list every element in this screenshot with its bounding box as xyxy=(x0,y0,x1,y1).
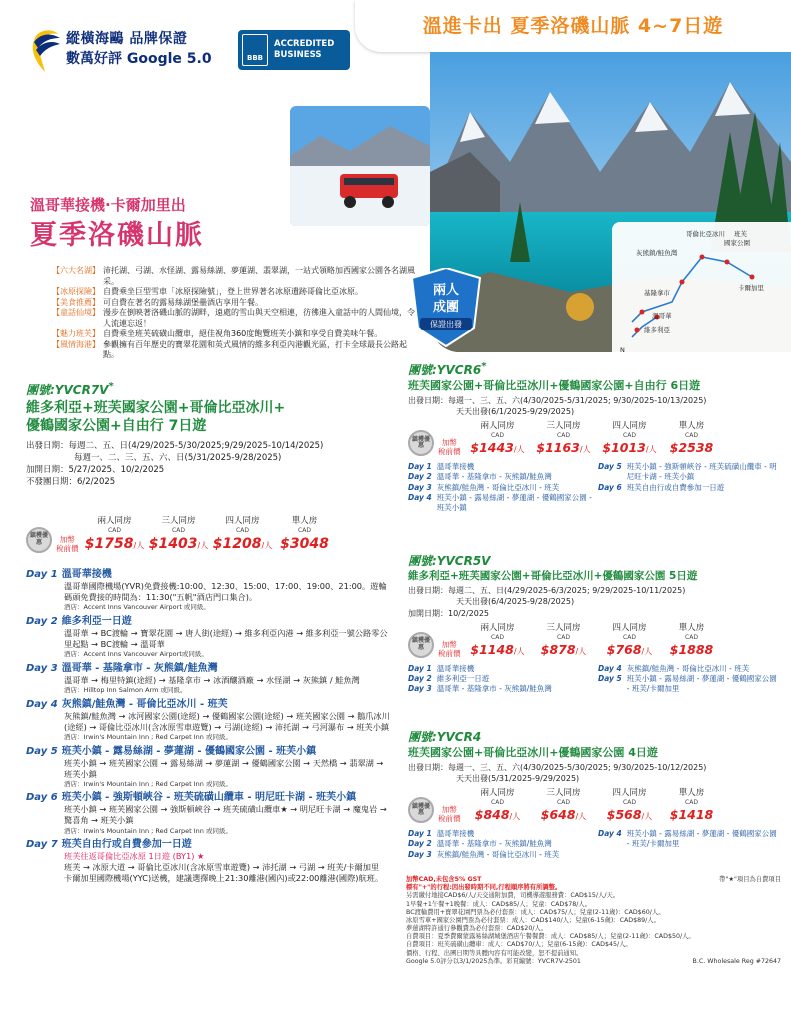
header-banner xyxy=(355,0,791,52)
map-label-revelstoke: 灰熊鎮/鮭魚灣 xyxy=(636,249,678,257)
feature-text: 自費乘坐班芙硫磺山纜車，絕佳視角360度飽覽班芙小鎮和享受自費美味午餐。 xyxy=(103,329,383,339)
map-label-banff: 班芙 xyxy=(734,230,747,238)
tour-title: 維多利亞+班芙國家公園+哥倫比亞冰川+優鶴國家公園 5日遊 xyxy=(408,569,698,582)
day-item: Day 2 維多利亞一日遊 溫哥華 → BC渡輪 → 寶翠花園 → 唐人街(途經) → 維多利亞內港 → 維多利亞一號公路零公里起點 → BC渡輪 → 溫哥華 酒店：Accent Inns Vancouver Airport或同級。 xyxy=(26,615,388,659)
bbb-accredited-badge xyxy=(238,30,350,70)
tour-title: 班芙國家公園+哥倫比亞冰川+優鶴國家公園 4日遊 xyxy=(408,745,658,759)
feature-text: 可自費在著名的露易絲湖堡壘酒店享用午餐。 xyxy=(103,297,263,307)
map-compass-label: N xyxy=(620,346,625,354)
map-label-kelowna: 基隆拿市 xyxy=(644,289,670,297)
brochure-code: Google 5.0評分以3/1/2025為準。彩頁編號：YVCR7V-2501 xyxy=(406,957,581,965)
tour-title-2: 優鶴國家公園+自由行 7日遊 xyxy=(26,417,207,434)
feature-text: 參觀擁有百年歷史的寶翠花園和英式風情的維多利亞內港觀光區，打卡全球最長公路起點。 xyxy=(103,339,407,360)
map-label-victoria: 維多利亞 xyxy=(644,326,670,334)
tour-6day xyxy=(408,360,784,513)
departure-dates: 出發日期：每週二、五、日(4/29/2025-5/30/2025;9/29/2025-10/14/2025) 每週一、二、三、五、六、日(5/31/2025-9/28/2025) 加開日期：5/27/2025、10/2/2025 不發團日期：6/2/2025 xyxy=(26,441,396,489)
note-currency: 加幣CAD,未包含5% GST xyxy=(406,876,482,883)
feature-tag: 【冰原探險】 xyxy=(52,287,100,297)
itinerary-4day xyxy=(408,829,784,859)
badge-line2: 成團 xyxy=(432,300,460,315)
bbb-line1: ACCREDITED xyxy=(274,38,335,49)
added-dates: 加開日期：5/27/2025、10/2/2025 xyxy=(26,464,165,475)
fine-print-notes: 加幣CAD,未包含5% GST 帶"★"項目為自費項目 標有"+"的行程:因出發時期不同,行程順序將有所調整。 另需繳付地接CAD$6/人/天交通附加費，司機導遊服務費：CAD$15/人/天。 1早餐+1午餐+1晚餐：成人：CAD$85/人；兒童：CAD$78/人。 BC渡輪費用+寶翠花園門票為必付套票：成人：CAD$75/人；兒童(2-11歲)：CAD$60/人。 冰原雪車+國家公園門票為必付套票：成人：CAD$140/人；兒童(6-15歲)：CAD$89/人。 夢蓮湖特許通行參觀費為必付套票：CAD$20/人。 自費項目：夏季費爾蒙露易絲湖城堡酒店午餐餐費：成人：CAD$85/人；兒童(2-11歲)：CAD$50/人。 自費項目：班芙硫磺山纜車：成人：CAD$70/人；兒童(6-15歲)：CAD$45/人。 價格、行程、出團日期等具體內容有可能改變，恕不提前通知。 Google 5.0評分以3/1/2025為準。彩頁編號：YVCR7V-2501 B.C. Wholesale Reg #72647 xyxy=(406,876,781,965)
tour-code: 團號:YVCR5V xyxy=(408,554,491,568)
price-double: 兩人同房 CAD $1758/人 xyxy=(84,516,145,552)
bbb-line2: BUSINESS xyxy=(274,50,322,60)
seagull-logo-icon xyxy=(28,28,62,74)
tour-code: 團號:YVCR6* xyxy=(408,361,487,377)
feature-text: 沛托湖、弓湖、水怪湖、露易絲湖、夢蓮湖、翡翠湖，一站式領略加西國家公園各名湖風采。 xyxy=(103,266,415,286)
departure-dates: 出發日期：每週一、三、五、六(4/30/2025-5/30/2025; 9/30/2025-10/12/2025) 天天出發(5/31/2025-9/29/2025) xyxy=(408,762,707,784)
day-item: Day 2 維多利亞一日遊 xyxy=(408,674,490,684)
badge-line1: 兩人 xyxy=(432,283,460,298)
departure-dates: 出發日期：每週二、五、日(4/29/2025-6/3/2025; 9/29/2025-10/11/2025) 天天出發(6/4/2025-9/28/2025) 加開日期：10/2/2025 xyxy=(408,586,686,618)
day-item: Day 2 溫哥華 - 基隆拿市 - 灰熊鎮/鮭魚灣 xyxy=(408,472,552,482)
banner-title: 溫進卡出 夏季洛磯山脈 4~7日遊 xyxy=(422,14,724,37)
map-label-national-park: 國家公園 xyxy=(724,239,750,247)
features-list xyxy=(26,266,415,361)
feature-banff xyxy=(52,329,420,340)
note-optional-star: 帶"★"項目為自費項目 xyxy=(719,876,781,883)
day-item: Day 4 灰熊鎮/鮭魚灣 - 哥倫比亞冰川 - 班芙 灰熊鎮/鮭魚灣 → 冰河國家公園(途經) → 優鶴國家公園(途經) → 班芙國家公園 → 鵝爪冰川(途經) → 哥倫比亞冰川(含冰原雪車遊覽) → 弓湖(途經) → 沛托湖 → 弓河瀑布 → 班芙小鎮 酒店：Irwin's Mountain Inn ; Red Carpet Inn 或同級。 xyxy=(26,698,390,741)
day-item: Day 2 溫哥華 - 基隆拿市 - 灰熊鎮/鮭魚灣 xyxy=(408,839,552,849)
feature-tag: 【童話仙境】 xyxy=(52,308,100,318)
price-quad: 四人同房 CAD $1208/人 xyxy=(212,516,273,552)
feature-fairyland xyxy=(52,308,420,329)
day-item: Day 5 班芙小鎮 - 強斯頓峽谷 - 班芙硫磺山纜車 - 明尼旺卡湖 - 班芙小鎮 xyxy=(598,462,777,482)
optional-tour: 班芙往返哥倫比亞冰原 1日遊 (BY1) ★ xyxy=(64,851,205,862)
map-label-calgary: 卡爾加里 xyxy=(738,284,764,292)
day-item: Day 1 溫哥華接機 xyxy=(408,663,475,673)
departure-dates: 出發日期：每週一、三、五、六(4/30/2025-5/31/2025; 9/30/2025-10/13/2025) 天天出發(6/1/2025-9/29/2025) xyxy=(408,395,707,417)
note-order: 標有"+"的行程:因出發時期不同,行程順序將有所調整。 xyxy=(406,884,562,892)
day-item: Day 4 班芙小鎮 - 露易絲湖 - 夢蓮湖 - 優鶴國家公園 - 班芙小鎮 xyxy=(408,492,592,512)
day-item: Day 4 灰熊鎮/鮭魚灣 - 哥倫比亞冰川 - 班芙 xyxy=(598,663,750,673)
tour-4day xyxy=(408,730,784,860)
day-item: Day 3 溫哥華 - 基隆拿市 - 灰熊鎮/鮭魚灣 xyxy=(408,684,552,694)
day-item: Day 1 溫哥華接機 xyxy=(408,462,475,472)
bbb-logo-icon: BBB xyxy=(242,34,268,66)
itinerary-7day xyxy=(26,568,392,884)
feature-tag: 【美食推薦】 xyxy=(52,297,100,307)
price-table-7day xyxy=(26,516,335,553)
page-subtitle: 溫哥華接機·卡爾加里出 xyxy=(30,196,186,214)
day-item: Day 3 灰熊鎮/鮭魚灣 - 哥倫比亞冰川 - 班芙 xyxy=(408,482,560,492)
tour-code: 團號:YVCR7V* xyxy=(26,381,114,397)
price-note: 加幣 稅前價 xyxy=(56,535,79,554)
day-item: Day 4 班芙小鎮 - 露易絲湖 - 夢蓮湖 - 優鶴國家公園 - 班芙/卡爾加里 xyxy=(598,829,777,849)
map-label-vancouver: 溫哥華 xyxy=(652,312,672,320)
tour-7day-header xyxy=(26,380,396,489)
day-item: Day 5 班芙小鎮 - 露易絲湖 - 夢蓮湖 - 優鶴國家公園 - 班芙/卡爾加里 xyxy=(598,674,777,694)
feature-harbour xyxy=(52,340,420,361)
no-departure-dates: 不發團日期：6/2/2025 xyxy=(26,476,116,487)
glacier-snowcoach-photo xyxy=(290,106,430,226)
discount-seal-icon: 鎮穫優惠 xyxy=(408,632,434,658)
feature-text: 漫步在倒映著洛磯山脈的湖畔，遠處的雪山與天空相連，彷彿進入童話中的人間仙境，令人流連忘返！ xyxy=(103,308,415,328)
feature-tag: 【魅力班芙】 xyxy=(52,329,100,339)
feature-lakes xyxy=(52,266,420,287)
price-table-4day: 鎮穫優惠 加幣 稅前價 兩人同房 CAD $848/人 三人同房 CAD $648/人 四人同房 CAD $568/人 單人房 CAD $1418 xyxy=(408,788,784,823)
day-item: Day 7 班芙自由行或自費參加一日遊 班芙往返哥倫比亞冰原 1日遊 (BY1) ★ 班芙 → 冰原大道 → 哥倫比亞冰川(含冰原雪車遊覽) → 沛托湖 → 弓湖 → 班芙/卡爾加里 卡爾加里國際機場(YYC)送機，建議選擇晚上21:30離港(國內)或22:00離港(國際)航班。 xyxy=(26,838,392,884)
day-item: Day 3 灰熊鎮/鮭魚灣 - 哥倫比亞冰川 - 班芙 xyxy=(408,849,560,859)
itinerary-6day xyxy=(408,462,784,513)
price-single: 單人房 CAD $3048 xyxy=(280,516,329,552)
brand-slogan-1: 縱橫海鷗 品牌保證 xyxy=(66,31,188,47)
tour-code: 團號:YVCR4 xyxy=(408,730,482,744)
day-item: Day 1 溫哥華接機 xyxy=(408,829,475,839)
feature-icefield xyxy=(52,287,420,298)
route-map xyxy=(612,222,791,362)
badge-line3: 保證出發 xyxy=(430,320,462,329)
discount-seal-icon: 鎮穫優惠 xyxy=(26,527,52,553)
feature-text: 自費乘坐巨型雪車「冰原探險號」，登上世界著名冰原遺跡哥倫比亞冰原。 xyxy=(103,287,363,297)
day-item: Day 6 班芙自由行或自費參加一日遊 xyxy=(598,482,725,492)
feature-food xyxy=(52,298,420,309)
day-item: Day 6 班芙小鎮 - 強斯頓峽谷 - 班芙硫磺山纜車 - 明尼旺卡湖 - 班芙小鎮 班芙小鎮 → 班芙國家公園 → 強斯頓峽谷 → 班芙硫磺山纜車★ → 明尼旺卡湖 → 魔鬼岩 → 驚喜角 → 班芙小鎮 酒店：Irwin's Mountain Inn ; Red Carpet Inn 或同級。 xyxy=(26,792,387,835)
page-title: 夏季洛磯山脈 xyxy=(30,220,204,251)
tour-title-1: 維多利亞+班芙國家公園+哥倫比亞冰川+ xyxy=(26,399,286,416)
day-item: Day 3 溫哥華 - 基隆拿市 - 灰熊鎮/鮭魚灣 溫哥華 → 梅里特鎮(途經) → 基隆拿市 → 冰酒釀酒廠 → 水怪湖 → 灰熊鎮 / 鮭魚灣 酒店：Hilltop Inn Salmon Arm 或同級。 xyxy=(26,662,360,694)
day-item: Day 5 班芙小鎮 - 露易絲湖 - 夢蓮湖 - 優鶴國家公園 - 班芙小鎮 班芙小鎮 → 班芙國家公園 → 露易絲湖 → 夢蓮湖 → 優鶴國家公園 → 天然橋 → 翡翠湖 → 班芙小鎮 酒店：Irwin's Mountain Inn ; Red Carpet Inn 或同級。 xyxy=(26,745,384,788)
map-label-columbia: 哥倫比亞冰川 xyxy=(686,230,725,238)
price-table-5day: 鎮穫優惠 加幣 稅前價 兩人同房 CAD $1148/人 三人同房 CAD $878/人 四人同房 CAD $768/人 單人房 CAD $1888 xyxy=(408,623,784,658)
registration-number: B.C. Wholesale Reg #72647 xyxy=(692,957,781,965)
feature-tag: 【風情海港】 xyxy=(52,339,100,349)
discount-seal-icon: 鎮穫優惠 xyxy=(408,797,434,823)
price-table-6day: 鎮穫優惠 加幣 稅前價 兩人同房 CAD $1443/人 三人同房 CAD $1163/人 四人同房 CAD $1013/人 單人房 CAD $2538 xyxy=(408,421,784,456)
tour-5day xyxy=(408,554,784,694)
brand-slogan-2: 數萬好評 Google 5.0 xyxy=(66,51,212,67)
day-item: Day 1 溫哥華接機 溫哥華國際機場(YVR)免費接機:10:00、12:30、15:00、17:00、19:00、21:00。遊輪碼頭免費接的時間為：11:30("五帆"酒店門口集合)。 酒店：Accent Inns Vancouver Airport 或同級。 xyxy=(26,569,387,612)
itinerary-5day xyxy=(408,664,784,694)
feature-tag: 【六大名湖】 xyxy=(52,266,100,275)
price-triple: 三人同房 CAD $1403/人 xyxy=(148,516,209,552)
discount-seal-icon: 鎮穫優惠 xyxy=(408,430,434,456)
tour-title: 班芙國家公園+哥倫比亞冰川+優鶴國家公園+自由行 6日遊 xyxy=(408,378,701,392)
